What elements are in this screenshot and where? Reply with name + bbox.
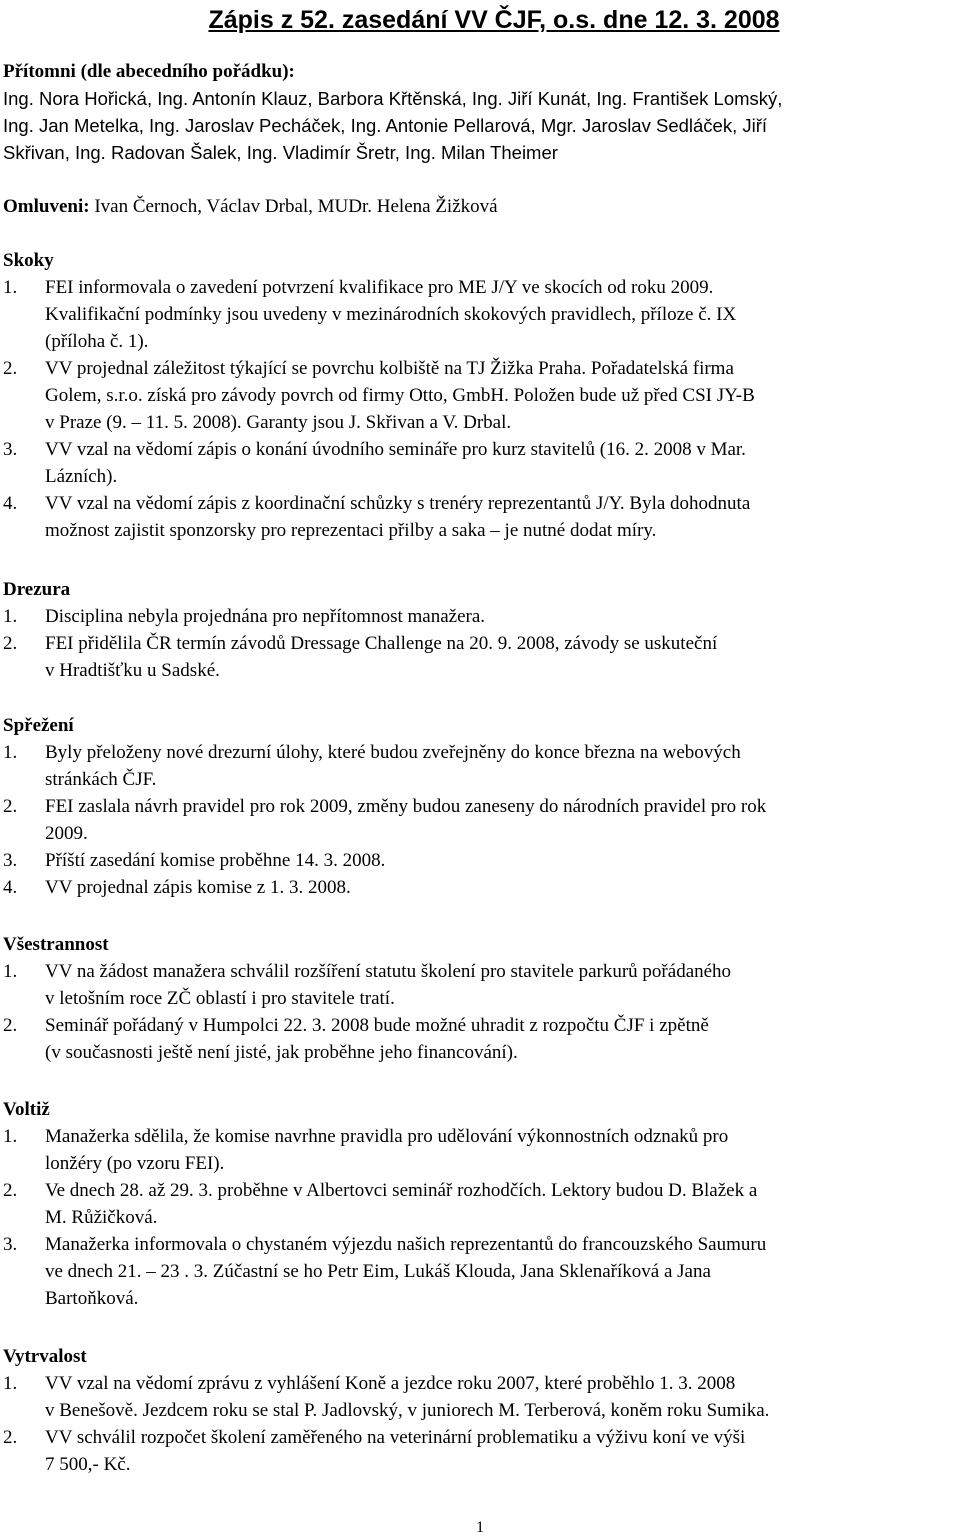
list-item: 1. VV vzal na vědomí zprávu z vyhlášení Koně a jezdce roku 2007, které proběhlo 1. 3. 2008 v Benešově. Jezdcem roku se stal P. Jadlovský, v juniorech M. Terberová, koněm roku Sumika. xyxy=(3,1373,770,1421)
list-item: 1. Byly přeloženy nové drezurní úlohy, které budou zveřejněny do konce března na webových stránkách ČJF. xyxy=(3,742,741,790)
section-list-vsestrannost xyxy=(3,958,958,1066)
present-line-2: Ing. Jan Metelka, Ing. Jaroslav Pecháček, Ing. Antonie Pellarová, Mgr. Jaroslav Sedláček, Jiří xyxy=(3,115,768,136)
list-item: 1. Manažerka sdělila, že komise navrhne pravidla pro udělování výkonnostních odznaků pro lonžéry (po vzoru FEI). xyxy=(3,1126,729,1174)
section-heading-drezura: Drezura xyxy=(3,579,71,600)
page-number: 1 xyxy=(476,1519,484,1536)
section-list-drezura xyxy=(3,603,958,684)
present-label: Přítomni (dle abecedního pořádku): xyxy=(3,61,295,82)
list-item: 1. FEI informovala o zavedení potvrzení kvalifikace pro ME J/Y ve skocích od roku 2009. Kvalifikační podmínky jsou uvedeny v mezinárodních skokových pravidlech, příloze č. IX (příloha č. 1). xyxy=(3,277,737,352)
present-line-1: Ing. Nora Hořická, Ing. Antonín Klauz, Barbora Křtěnská, Ing. Jiří Kunát, Ing. František Lomský, xyxy=(3,88,783,109)
list-item: 3. Příští zasedání komise proběhne 14. 3. 2008. xyxy=(3,850,386,871)
section-heading-voltiz: Voltiž xyxy=(3,1099,50,1120)
section-heading-vytrvalost: Vytrvalost xyxy=(3,1346,87,1367)
list-item: 3. VV vzal na vědomí zápis o konání úvodního semináře pro kurz stavitelů (16. 2. 2008 v Mar. Lázních). xyxy=(3,439,746,487)
section-heading-sprezeni: Spřežení xyxy=(3,715,74,736)
list-item: 2. Ve dnech 28. až 29. 3. proběhne v Albertovci seminář rozhodčích. Lektory budou D. Blažek a M. Růžičková. xyxy=(3,1180,758,1228)
section-list-voltiz xyxy=(3,1123,958,1312)
list-item: 2. VV schválil rozpočet školení zaměřeného na veterinární problematiku a výživu koní ve výši 7 500,- Kč. xyxy=(3,1427,746,1475)
present-line-3: Skřivan, Ing. Radovan Šalek, Ing. Vladimír Šretr, Ing. Milan Theimer xyxy=(3,142,558,163)
excused-label: Omluveni: xyxy=(3,196,90,217)
list-item: 4. VV vzal na vědomí zápis z koordinační schůzky s trenéry reprezentantů J/Y. Byla dohodnuta možnost zajistit sponzorsky pro reprezentaci přilby a saka – je nutné dodat míry. xyxy=(3,493,751,541)
section-list-vytrvalost xyxy=(3,1370,958,1478)
excused-names: Ivan Černoch, Václav Drbal, MUDr. Helena Žižková xyxy=(94,196,498,217)
section-heading-skoky: Skoky xyxy=(3,250,54,271)
list-item: 2. Seminář pořádaný v Humpolci 22. 3. 2008 bude možné uhradit z rozpočtu ČJF i zpětně (v současnosti ještě není jisté, jak proběhne jeho financování). xyxy=(3,1015,709,1063)
list-item: 2. FEI zaslala návrh pravidel pro rok 2009, změny budou zaneseny do národních pravidel pro rok 2009. xyxy=(3,796,767,844)
list-item: 1. VV na žádost manažera schválil rozšíření statutu školení pro stavitele parkurů pořádaného v letošním roce ZČ oblastí i pro stavitele tratí. xyxy=(3,961,732,1009)
excused-line xyxy=(3,193,958,220)
list-item: 1. Disciplina nebyla projednána pro nepřítomnost manažera. xyxy=(3,606,486,627)
list-item: 2. FEI přidělila ČR termín závodů Dressage Challenge na 20. 9. 2008, závody se uskuteční v Hradtišťku u Sadské. xyxy=(3,633,718,681)
list-item: 2. VV projednal záležitost týkající se povrchu kolbiště na TJ Žižka Praha. Pořadatelská firma Golem, s.r.o. získá pro závody povrch od firmy Otto, GmbH. Položen bude už před CSI JY-B v Praze (9. – 11. 5. 2008). Garanty jsou J. Skřivan a V. Drbal. xyxy=(3,358,755,433)
section-heading-vsestrannost: Všestrannost xyxy=(3,934,109,955)
document-title: Zápis z 52. zasedání VV ČJF, o.s. dne 12. 3. 2008 xyxy=(208,6,780,34)
list-item: 3. Manažerka informovala o chystaném výjezdu našich reprezentantů do francouzského Saumuru ve dnech 21. – 23 . 3. Zúčastní se ho Petr Eim, Lukáš Klouda, Jana Sklenaříková a Jana Bartoňková. xyxy=(3,1234,767,1309)
section-list-sprezeni xyxy=(3,739,958,901)
list-item: 4. VV projednal zápis komise z 1. 3. 2008. xyxy=(3,877,351,898)
section-list-skoky xyxy=(3,274,958,544)
